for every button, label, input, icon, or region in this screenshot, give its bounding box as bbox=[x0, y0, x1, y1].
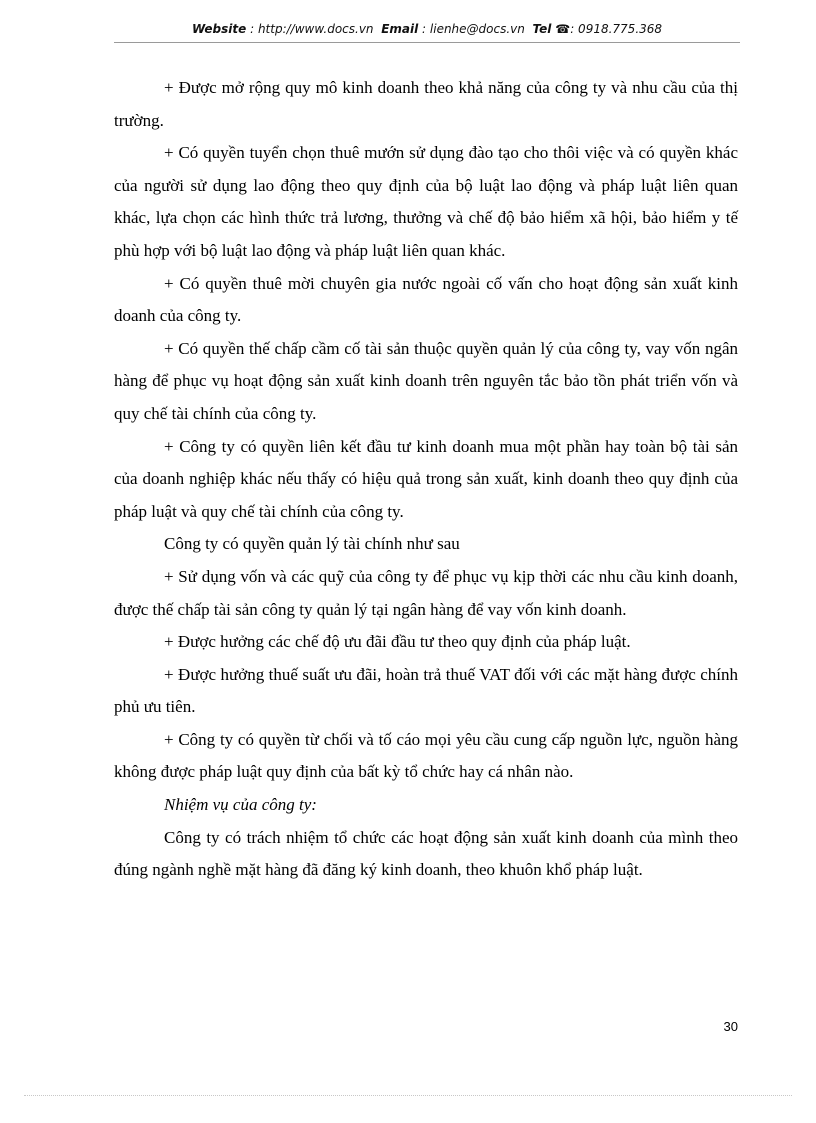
email-address[interactable]: : lienhe@docs.vn bbox=[422, 22, 525, 36]
paragraph-12: Công ty có trách nhiệm tổ chức các hoạt động sản xuất kinh doanh của mình theo đúng ngành nghề mặt hàng đã đăng ký kinh doanh, theo khuôn khổ pháp luật. bbox=[114, 827, 738, 880]
section-heading-duties: Nhiệm vụ của công ty: bbox=[164, 795, 317, 815]
page-header bbox=[114, 22, 740, 36]
header-divider bbox=[114, 42, 740, 43]
paragraph-5: + Công ty có quyền liên kết đầu tư kinh doanh mua một phần hay toàn bộ tài sản của doanh nghiệp khác nếu thấy có hiệu quả trong sản xuất, kinh doanh theo quy định của pháp luật và quy chế tài chính của công ty. bbox=[114, 436, 738, 521]
page-number: 30 bbox=[723, 1019, 738, 1034]
website-url[interactable]: : http://www.docs.vn bbox=[250, 22, 374, 36]
phone-icon: ☎ bbox=[555, 22, 571, 36]
paragraph-4: + Có quyền thế chấp cầm cố tài sản thuộc quyền quản lý của công ty, vay vốn ngân hàng để phục vụ hoạt động sản xuất kinh doanh trên nguyên tắc bảo tồn phát triển vốn và quy chế tài chính của công ty. bbox=[114, 338, 738, 423]
page-bottom-divider bbox=[24, 1095, 792, 1096]
paragraph-1: + Được mở rộng quy mô kinh doanh theo khả năng của công ty và nhu cầu của thị trường. bbox=[114, 78, 738, 130]
tel-label: Tel bbox=[532, 22, 552, 36]
website-label: Website bbox=[191, 22, 247, 36]
paragraph-8: + Được hưởng các chế độ ưu đãi đầu tư theo quy định của pháp luật. bbox=[164, 632, 631, 652]
phone-number: : 0918.775.368 bbox=[570, 22, 663, 36]
paragraph-6: Công ty có quyền quản lý tài chính như sau bbox=[164, 534, 460, 554]
paragraph-3: + Có quyền thuê mời chuyên gia nước ngoài cố vấn cho hoạt động sản xuất kinh doanh của công ty. bbox=[114, 273, 738, 326]
paragraph-2: + Có quyền tuyển chọn thuê mướn sử dụng đào tạo cho thôi việc và có quyền khác của người sử dụng lao động theo quy định của bộ luật lao động và pháp luật liên quan khác, lựa chọn các hình thức trả lương, thưởng và chế độ bảo hiểm xã hội, bảo hiểm y tế phù hợp với bộ luật lao động và pháp luật liên quan khác. bbox=[114, 143, 738, 260]
paragraph-7: + Sử dụng vốn và các quỹ của công ty để phục vụ kịp thời các nhu cầu kinh doanh, được thế chấp tài sản công ty quản lý tại ngân hàng để vay vốn kinh doanh. bbox=[114, 566, 738, 619]
email-label: Email bbox=[381, 22, 419, 36]
paragraph-9: + Được hưởng thuế suất ưu đãi, hoàn trả thuế VAT đối với các mặt hàng được chính phủ ưu tiên. bbox=[114, 664, 738, 717]
document-body bbox=[114, 72, 738, 887]
paragraph-10: + Công ty có quyền từ chối và tố cáo mọi yêu cầu cung cấp nguồn lực, nguồn hàng không được pháp luật quy định của bất kỳ tổ chức hay cá nhân nào. bbox=[114, 729, 738, 782]
